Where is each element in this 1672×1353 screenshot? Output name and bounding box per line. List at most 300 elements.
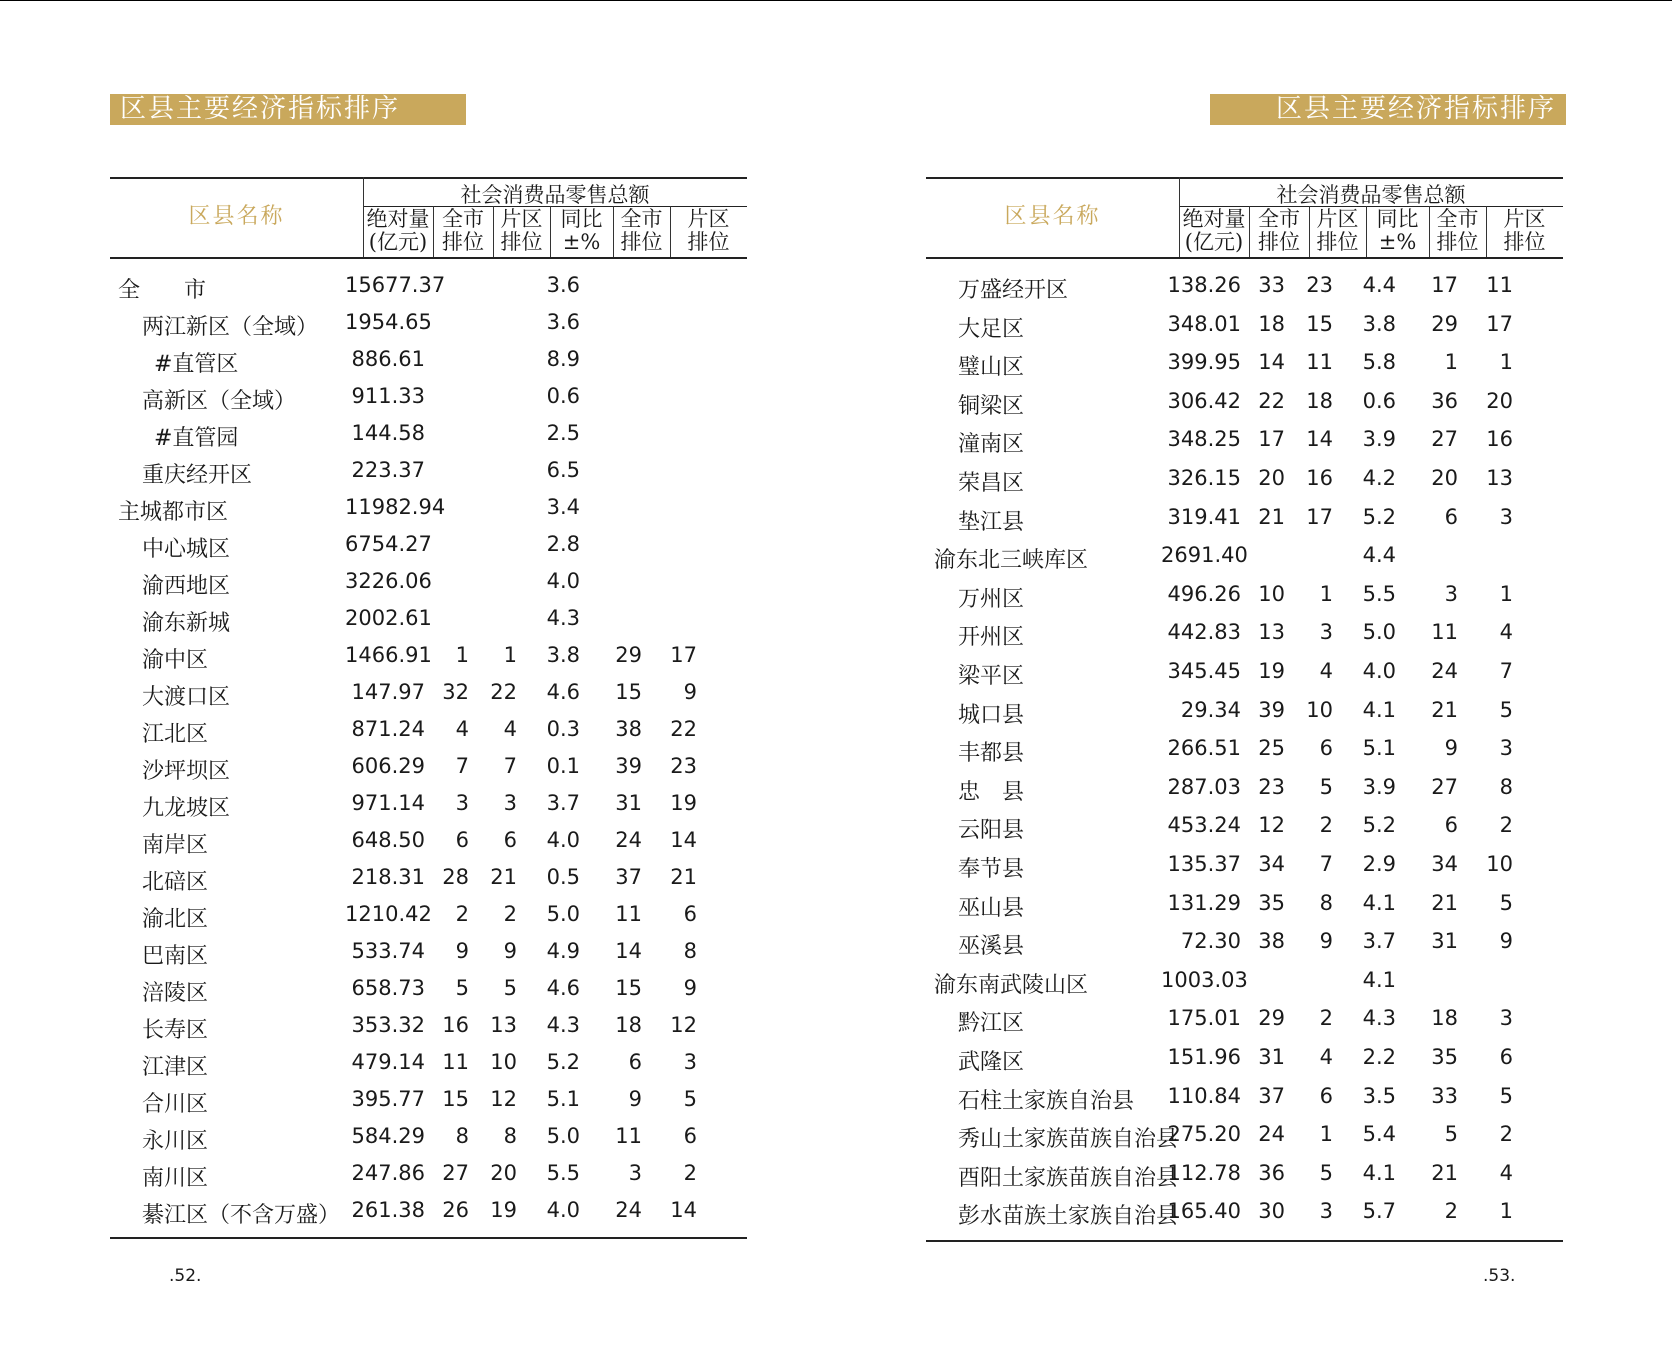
yoy-cell: 5.1	[546, 1087, 580, 1111]
area-rank-cell: 3	[503, 791, 517, 815]
table-row	[926, 466, 1563, 503]
header-subcolumn	[363, 208, 433, 254]
table-row	[110, 1050, 747, 1087]
header-subcolumn	[1486, 208, 1563, 254]
yoy-city-rank-cell: 11	[1431, 620, 1458, 645]
yoy-city-rank-cell: 24	[615, 1198, 642, 1222]
yoy-cell: 4.4	[1362, 273, 1396, 297]
district-name: 璧山区	[958, 355, 1025, 381]
yoy-cell: 0.3	[546, 717, 580, 741]
city-rank-cell: 37	[1258, 1083, 1285, 1108]
yoy-cell: 2.2	[1362, 1045, 1396, 1069]
value-cell: 218.31	[351, 865, 425, 889]
district-name: 石柱土家族自治县	[958, 1088, 1135, 1114]
yoy-city-rank-cell: 36	[1431, 388, 1458, 413]
left-page-number: .52.	[169, 1266, 202, 1286]
yoy-area-rank-cell: 6	[683, 902, 697, 926]
district-name: 江北区	[142, 722, 209, 747]
area-rank-cell: 3	[1319, 1199, 1333, 1224]
value-cell: 2691.40	[1161, 543, 1248, 568]
header-subcolumn-line2: 排位	[500, 230, 543, 254]
yoy-cell: 5.0	[546, 902, 580, 926]
yoy-city-rank-cell: 18	[1431, 1006, 1458, 1031]
yoy-city-rank-cell: 33	[1431, 1083, 1458, 1108]
district-name: 重庆经开区	[142, 463, 253, 488]
yoy-area-rank-cell: 17	[670, 643, 697, 667]
city-rank-cell: 9	[455, 939, 469, 963]
district-name: 巫山县	[958, 895, 1025, 921]
area-rank-cell: 5	[1319, 1160, 1333, 1185]
district-name: 梁平区	[958, 664, 1025, 689]
yoy-cell: 3.4	[546, 495, 580, 519]
header-subcolumn-line2: 排位	[1503, 230, 1546, 254]
district-name: 开州区	[958, 625, 1025, 651]
city-rank-cell: 8	[455, 1124, 469, 1148]
yoy-city-rank-cell: 18	[615, 1013, 642, 1037]
yoy-city-rank-cell: 3	[628, 1161, 642, 1185]
value-cell: 326.15	[1167, 466, 1241, 490]
table-row	[926, 620, 1563, 657]
table-row	[110, 495, 747, 532]
area-rank-cell: 10	[490, 1050, 517, 1074]
table-row	[926, 1199, 1563, 1236]
header-subcolumn	[1429, 208, 1486, 254]
yoy-cell: 5.5	[546, 1161, 580, 1185]
yoy-area-rank-cell: 20	[1486, 388, 1513, 413]
table-row	[110, 828, 747, 865]
yoy-city-rank-cell: 9	[628, 1087, 642, 1111]
district-name: 奉节县	[958, 857, 1025, 882]
yoy-city-rank-cell: 29	[615, 643, 642, 667]
table-row	[110, 1161, 747, 1198]
yoy-city-rank-cell: 21	[1431, 1160, 1458, 1185]
area-rank-cell: 21	[490, 865, 517, 889]
yoy-area-rank-cell: 19	[670, 791, 697, 815]
header-subcolumn	[613, 208, 670, 254]
yoy-cell: 5.5	[1362, 581, 1396, 606]
header-subcolumn-line2: 排位	[620, 230, 663, 254]
table-bottom-rule	[926, 1240, 1563, 1242]
yoy-cell: 3.8	[546, 643, 580, 667]
value-cell: 275.20	[1167, 1122, 1241, 1147]
yoy-area-rank-cell: 11	[1486, 273, 1513, 297]
city-rank-cell: 5	[455, 976, 469, 1000]
city-rank-cell: 23	[1258, 774, 1285, 799]
value-cell: 165.40	[1167, 1199, 1241, 1224]
yoy-cell: 4.2	[1362, 466, 1396, 490]
yoy-cell: 4.6	[546, 976, 580, 1000]
value-cell: 223.37	[351, 458, 425, 482]
table-row	[110, 865, 747, 902]
right-page	[836, 0, 1672, 1353]
header-subcolumn-line2: ±%	[1378, 230, 1417, 254]
header-subcolumn-line2: 排位	[1316, 230, 1359, 254]
city-rank-cell: 15	[442, 1087, 469, 1111]
yoy-area-rank-cell: 14	[670, 1198, 697, 1222]
value-cell: 348.25	[1167, 427, 1241, 452]
yoy-area-rank-cell: 13	[1486, 466, 1513, 490]
table-row	[926, 659, 1563, 696]
yoy-cell: 4.1	[1362, 890, 1396, 915]
yoy-cell: 4.9	[546, 939, 580, 963]
yoy-cell: 5.4	[1362, 1122, 1396, 1147]
area-rank-cell: 15	[1306, 311, 1333, 336]
header-subcolumn-line1: 全市	[442, 207, 484, 231]
yoy-cell: 3.6	[546, 310, 580, 334]
area-rank-cell: 4	[1319, 659, 1333, 683]
city-rank-cell: 36	[1258, 1160, 1285, 1185]
area-rank-cell: 4	[1319, 1045, 1333, 1069]
value-cell: 648.50	[351, 828, 425, 852]
value-cell: 886.61	[351, 347, 425, 371]
city-rank-cell: 4	[455, 717, 469, 741]
district-name: 武隆区	[958, 1050, 1025, 1075]
header-subcolumn-line2: ±%	[562, 230, 601, 254]
city-rank-cell: 2	[455, 902, 469, 926]
value-cell: 533.74	[351, 939, 425, 963]
value-cell: 871.24	[351, 717, 425, 741]
yoy-area-rank-cell: 1	[1499, 350, 1513, 375]
yoy-cell: 4.3	[546, 1013, 580, 1037]
value-cell: 3226.06	[345, 569, 432, 593]
yoy-area-rank-cell: 16	[1486, 427, 1513, 452]
city-rank-cell: 22	[1258, 388, 1285, 413]
table-row	[926, 389, 1563, 426]
header-subcolumn-line2: 排位	[687, 230, 730, 254]
yoy-city-rank-cell: 6	[1444, 813, 1458, 838]
header-bottom-rule	[110, 257, 747, 259]
value-cell: 319.41	[1167, 504, 1241, 529]
yoy-city-rank-cell: 15	[615, 680, 642, 704]
yoy-city-rank-cell: 31	[615, 791, 642, 815]
district-name: 南岸区	[142, 833, 209, 858]
district-name: 北碚区	[142, 870, 209, 895]
table-row	[926, 1161, 1563, 1198]
city-rank-cell: 6	[455, 828, 469, 852]
area-rank-cell: 6	[1319, 1083, 1333, 1108]
yoy-cell: 5.8	[1362, 350, 1396, 375]
district-name: 渝中区	[142, 648, 209, 673]
header-subcolumn	[493, 208, 550, 254]
header-subcolumn-line2: 排位	[1436, 230, 1479, 254]
yoy-area-rank-cell: 3	[1499, 736, 1513, 761]
district-name: 城口县	[958, 702, 1025, 728]
district-name: 江津区	[142, 1055, 209, 1080]
value-cell: 175.01	[1167, 1006, 1241, 1031]
city-rank-cell: 12	[1258, 813, 1285, 838]
city-rank-cell: 30	[1258, 1199, 1285, 1224]
area-rank-cell: 5	[1319, 774, 1333, 799]
yoy-city-rank-cell: 1	[1444, 350, 1458, 375]
area-rank-cell: 13	[490, 1013, 517, 1037]
area-rank-cell: 7	[1319, 852, 1333, 876]
district-name: 綦江区（不含万盛）	[142, 1203, 341, 1228]
yoy-area-rank-cell: 17	[1486, 311, 1513, 336]
district-name: 渝西地区	[142, 574, 231, 599]
header-group-title: 社会消费品零售总额	[460, 183, 650, 207]
yoy-city-rank-cell: 11	[615, 902, 642, 926]
yoy-cell: 4.0	[546, 828, 580, 852]
header-subcolumn	[1179, 208, 1249, 254]
yoy-city-rank-cell: 6	[1444, 504, 1458, 529]
right-page-number: .53.	[1483, 1266, 1516, 1286]
district-name: 永川区	[142, 1129, 209, 1154]
yoy-area-rank-cell: 3	[1499, 504, 1513, 529]
header-subcolumn-line1: 全市	[620, 207, 663, 231]
table-row	[110, 458, 747, 495]
value-cell: 112.78	[1167, 1160, 1241, 1185]
area-rank-cell: 1	[1319, 581, 1333, 606]
city-rank-cell: 20	[1258, 466, 1285, 490]
city-rank-cell: 26	[442, 1198, 469, 1222]
yoy-cell: 3.6	[546, 273, 580, 297]
header-subcolumn-line1: 全市	[1258, 207, 1300, 231]
yoy-cell: 5.2	[1362, 813, 1396, 838]
city-rank-cell: 1	[455, 643, 469, 667]
yoy-area-rank-cell: 4	[1499, 620, 1513, 645]
table-row	[110, 754, 747, 791]
value-cell: 496.26	[1167, 581, 1241, 606]
yoy-city-rank-cell: 2	[1444, 1199, 1458, 1224]
area-rank-cell: 10	[1306, 697, 1333, 722]
header-subcolumn-line1: 片区	[1316, 207, 1359, 231]
header-bottom-rule	[926, 257, 1563, 259]
city-rank-cell: 25	[1258, 736, 1285, 761]
value-cell: 353.32	[351, 1013, 425, 1037]
district-name: 涪陵区	[142, 981, 209, 1006]
yoy-cell: 0.1	[546, 754, 580, 778]
area-rank-cell: 8	[1319, 890, 1333, 915]
table-row	[110, 421, 747, 458]
header-district-name: 区县名称	[188, 204, 285, 229]
district-name: 高新区（全域）	[142, 389, 297, 414]
yoy-area-rank-cell: 14	[670, 828, 697, 852]
value-cell: 345.45	[1167, 659, 1241, 683]
yoy-area-rank-cell: 12	[670, 1013, 697, 1037]
district-name: 合川区	[142, 1092, 209, 1117]
city-rank-cell: 39	[1258, 697, 1285, 722]
yoy-cell: 4.3	[1362, 1006, 1396, 1031]
district-name: 云阳县	[958, 818, 1025, 844]
value-cell: 584.29	[351, 1124, 425, 1148]
yoy-area-rank-cell: 6	[683, 1124, 697, 1148]
yoy-area-rank-cell: 9	[683, 976, 697, 1000]
city-rank-cell: 17	[1258, 427, 1285, 452]
yoy-city-rank-cell: 11	[615, 1124, 642, 1148]
district-name: 渝东新城	[142, 611, 231, 636]
value-cell: 606.29	[351, 754, 425, 778]
district-name: 沙坪坝区	[142, 759, 231, 784]
city-rank-cell: 16	[442, 1013, 469, 1037]
district-name: 中心城区	[142, 537, 231, 562]
yoy-area-rank-cell: 8	[683, 939, 697, 963]
yoy-area-rank-cell: 5	[1499, 890, 1513, 915]
value-cell: 971.14	[351, 791, 425, 815]
yoy-city-rank-cell: 9	[1444, 736, 1458, 761]
yoy-city-rank-cell: 21	[1431, 890, 1458, 915]
area-rank-cell: 6	[503, 828, 517, 852]
table-row	[926, 968, 1563, 1005]
value-cell: 306.42	[1167, 388, 1241, 413]
table-row	[110, 717, 747, 754]
yoy-cell: 5.0	[546, 1124, 580, 1148]
value-cell: 110.84	[1167, 1083, 1241, 1108]
header-subcolumn-line2: (亿元)	[1184, 230, 1244, 254]
area-rank-cell: 20	[490, 1161, 517, 1185]
city-rank-cell: 32	[442, 680, 469, 704]
left-banner-title: 区县主要经济指标排序	[110, 94, 466, 125]
table-row	[926, 1006, 1563, 1043]
yoy-city-rank-cell: 24	[615, 828, 642, 852]
table-row	[926, 1045, 1563, 1082]
yoy-area-rank-cell: 8	[1499, 774, 1513, 799]
yoy-area-rank-cell: 5	[683, 1087, 697, 1111]
value-cell: 131.29	[1167, 890, 1241, 915]
yoy-area-rank-cell: 9	[1499, 929, 1513, 954]
value-cell: 1003.03	[1161, 967, 1248, 992]
yoy-area-rank-cell: 9	[683, 680, 697, 704]
value-cell: 348.01	[1167, 311, 1241, 336]
city-rank-cell: 13	[1258, 620, 1285, 645]
header-subcolumn-line1: 全市	[1436, 207, 1479, 231]
district-name: 九龙坡区	[142, 796, 231, 821]
district-name: 渝东南武陵山区	[934, 972, 1089, 998]
yoy-area-rank-cell: 10	[1486, 852, 1513, 876]
header-group-title: 社会消费品零售总额	[1276, 183, 1466, 207]
yoy-city-rank-cell: 29	[1431, 311, 1458, 336]
district-name: 万州区	[958, 586, 1025, 612]
yoy-city-rank-cell: 38	[615, 717, 642, 741]
yoy-city-rank-cell: 24	[1431, 659, 1458, 683]
header-subcolumn-line2: 排位	[1258, 230, 1300, 254]
yoy-area-rank-cell: 22	[670, 717, 697, 741]
value-cell: 453.24	[1167, 813, 1241, 838]
yoy-city-rank-cell: 17	[1431, 273, 1458, 297]
table-row	[926, 543, 1563, 580]
yoy-cell: 5.0	[1362, 620, 1396, 645]
table-row	[926, 427, 1563, 464]
area-rank-cell: 5	[503, 976, 517, 1000]
value-cell: 138.26	[1167, 273, 1241, 297]
table-row	[110, 976, 747, 1013]
table-row	[926, 505, 1563, 542]
district-name: 巴南区	[142, 944, 209, 969]
yoy-city-rank-cell: 21	[1431, 697, 1458, 722]
yoy-cell: 5.7	[1362, 1199, 1396, 1224]
yoy-cell: 4.4	[1362, 543, 1396, 568]
table-row	[110, 939, 747, 976]
table-row	[110, 310, 747, 347]
table-row	[110, 569, 747, 606]
value-cell: 6754.27	[345, 532, 432, 556]
city-rank-cell: 14	[1258, 350, 1285, 375]
table-row	[110, 273, 747, 310]
header-subcolumn-line1: 片区	[1503, 207, 1546, 231]
district-name: 潼南区	[958, 432, 1025, 458]
value-cell: 399.95	[1167, 350, 1241, 375]
area-rank-cell: 12	[490, 1087, 517, 1111]
yoy-city-rank-cell: 15	[615, 976, 642, 1000]
table-row	[926, 736, 1563, 773]
table-row	[926, 891, 1563, 928]
yoy-area-rank-cell: 1	[1499, 1199, 1513, 1224]
city-rank-cell: 24	[1258, 1122, 1285, 1147]
value-cell: 261.38	[351, 1198, 425, 1222]
city-rank-cell: 7	[455, 754, 469, 778]
value-cell: 1466.91	[345, 643, 432, 667]
city-rank-cell: 27	[442, 1161, 469, 1185]
area-rank-cell: 11	[1306, 350, 1333, 375]
table-row	[110, 1198, 747, 1235]
area-rank-cell: 18	[1306, 388, 1333, 413]
yoy-area-rank-cell: 2	[683, 1161, 697, 1185]
district-name: 长寿区	[142, 1018, 209, 1043]
yoy-city-rank-cell: 5	[1444, 1122, 1458, 1147]
table-row	[926, 929, 1563, 966]
yoy-area-rank-cell: 6	[1499, 1045, 1513, 1069]
area-rank-cell: 2	[1319, 813, 1333, 838]
yoy-city-rank-cell: 35	[1431, 1045, 1458, 1069]
yoy-area-rank-cell: 7	[1499, 659, 1513, 683]
value-cell: 11982.94	[345, 495, 446, 519]
header-subcolumn	[1249, 208, 1309, 254]
yoy-cell: 4.0	[546, 569, 580, 593]
yoy-city-rank-cell: 34	[1431, 852, 1458, 876]
yoy-cell: 4.1	[1362, 697, 1396, 722]
area-rank-cell: 23	[1306, 273, 1333, 297]
district-name: 大渡口区	[142, 685, 231, 710]
yoy-city-rank-cell: 6	[628, 1050, 642, 1074]
value-cell: 395.77	[351, 1087, 425, 1111]
table-row	[110, 606, 747, 643]
header-subcolumn-line1: 绝对量	[1182, 207, 1246, 231]
city-rank-cell: 29	[1258, 1006, 1285, 1031]
yoy-city-rank-cell: 3	[1444, 581, 1458, 606]
area-rank-cell: 8	[503, 1124, 517, 1148]
district-name: #直管园	[154, 426, 239, 451]
city-rank-cell: 3	[455, 791, 469, 815]
district-name: 忠 县	[958, 779, 1025, 805]
table-row	[110, 1013, 747, 1050]
yoy-area-rank-cell: 5	[1499, 1083, 1513, 1108]
yoy-area-rank-cell: 4	[1499, 1160, 1513, 1185]
yoy-city-rank-cell: 37	[615, 865, 642, 889]
yoy-cell: 2.8	[546, 532, 580, 556]
district-name: 丰都县	[958, 741, 1025, 767]
yoy-cell: 4.0	[546, 1198, 580, 1222]
city-rank-cell: 21	[1258, 504, 1285, 529]
header-subcolumn-line2: (亿元)	[368, 230, 428, 254]
area-rank-cell: 2	[1319, 1006, 1333, 1031]
district-name: 秀山土家族苗族自治县	[958, 1127, 1179, 1153]
district-name: 荣昌区	[958, 471, 1025, 496]
value-cell: 2002.61	[345, 606, 432, 630]
header-subcolumn	[1309, 208, 1366, 254]
yoy-area-rank-cell: 1	[1499, 581, 1513, 606]
header-subcolumn	[1366, 208, 1429, 254]
header-subcolumn-line1: 同比	[1376, 207, 1419, 231]
yoy-area-rank-cell: 3	[1499, 1006, 1513, 1031]
yoy-area-rank-cell: 21	[670, 865, 697, 889]
area-rank-cell: 2	[503, 902, 517, 926]
table-row	[110, 1124, 747, 1161]
yoy-city-rank-cell: 14	[615, 939, 642, 963]
area-rank-cell: 7	[503, 754, 517, 778]
yoy-city-rank-cell: 27	[1431, 427, 1458, 452]
table-row	[110, 643, 747, 680]
value-cell: 266.51	[1167, 736, 1241, 761]
table-row	[926, 775, 1563, 812]
